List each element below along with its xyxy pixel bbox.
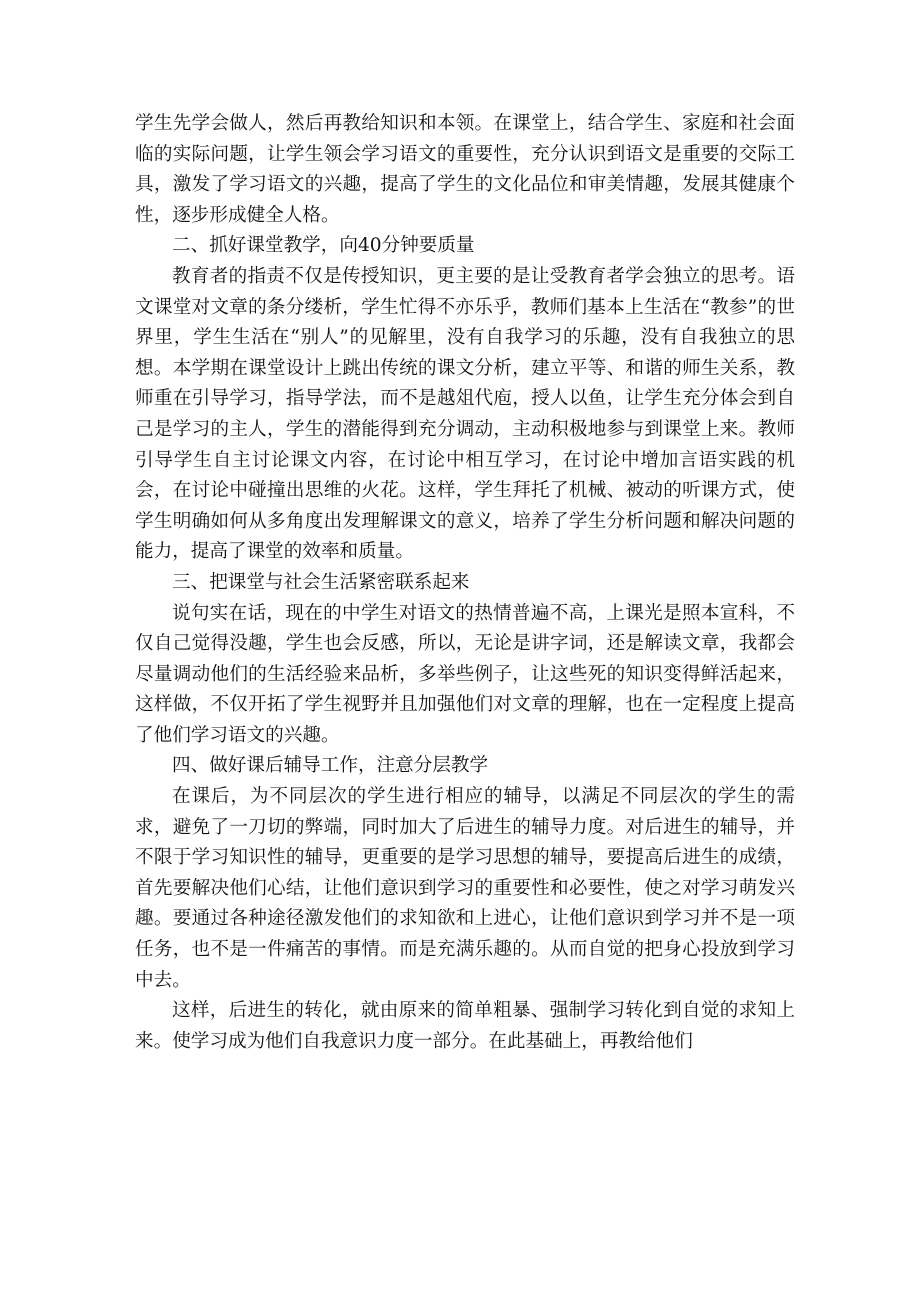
section-heading-3: 三、把课堂与社会生活紧密联系起来 [172, 571, 470, 593]
paragraph-section-2: 教育者的指责不仅是传授知识，更主要的是让受教育者学会独立的思考。语文课堂对文章的条分缕析，学生忙得不亦乐乎，教师们基本上生活在“教参”的世界里，学生生活在“别人”的见解里，没有自我学习的乐趣，没有自我独立的思想。本学期在课堂设计上跳出传统的课文分析，建立平等、和谐的师生关系，教师重在引导学习，指导学法，而不是越俎代庖，授人以鱼，让学生充分体会到自己是学习的主人，学生的潜能得到充分调动，主动积极地参与到课堂上来。教师引导学生自主讨论课文内容，在讨论中相互学习，在讨论中增加言语实践的机会，在讨论中碰撞出思维的火花。这样，学生拜托了机械、被动的听课方式，使学生明确如何从多角度出发理解课文的意义，培养了学生分析问题和解决问题的能力，提高了课堂的效率和质量。 [135, 265, 795, 563]
section-heading-2: 二、抓好课堂教学，向40分钟要质量 [172, 235, 475, 257]
paragraph-conclusion: 这样，后进生的转化，就由原来的简单粗暴、强制学习转化到自觉的求知上来。使学习成为他们自我意识力度一部分。在此基础上，再教给他们 [135, 1000, 795, 1052]
paragraph-section-3: 说句实在话，现在的中学生对语文的热情普遍不高，上课光是照本宣科，不仅自己觉得没趣，学生也会反感，所以，无论是讲字词，还是解读文章，我都会尽量调动他们的生活经验来品析，多举些例子，让这些死的知识变得鲜活起来，这样做，不仅开拓了学生视野并且加强他们对文章的理解，也在一定程度上提高了他们学习语文的兴趣。 [135, 602, 795, 746]
section-heading-4: 四、做好课后辅导工作，注意分层教学 [172, 755, 489, 777]
document-page [135, 109, 795, 1057]
paragraph-section-4: 在课后，为不同层次的学生进行相应的辅导，以满足不同层次的学生的需求，避免了一刀切的弊端，同时加大了后进生的辅导力度。对后进生的辅导，并不限于学习知识性的辅导，更重要的是学习思想的辅导，要提高后进生的成绩，首先要解决他们心结，让他们意识到学习的重要性和必要性，使之对学习萌发兴趣。要通过各种途径激发他们的求知欲和上进心，让他们意识到学习并不是一项任务，也不是一件痛苦的事情。而是充满乐趣的。从而自觉的把身心投放到学习中去。 [135, 786, 795, 991]
paragraph-intro-continuation: 学生先学会做人，然后再教给知识和本领。在课堂上，结合学生、家庭和社会面临的实际问题，让学生领会学习语文的重要性，充分认识到语文是重要的交际工具，激发了学习语文的兴趣，提高了学生的文化品位和审美情趣，发展其健康个性，逐步形成健全人格。 [135, 113, 795, 226]
